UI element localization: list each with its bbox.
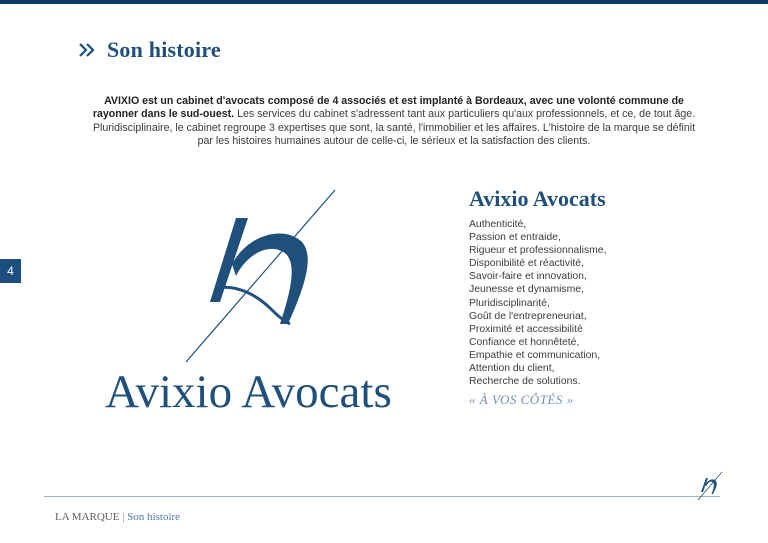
brand-column	[469, 186, 749, 408]
intro-paragraph	[90, 95, 698, 149]
footer-section: LA MARQUE	[55, 511, 120, 523]
value-item: Rigueur et professionnalisme,	[469, 245, 607, 257]
brand-tagline: « À VOS CÔTÉS »	[469, 392, 574, 408]
value-item: Disponibilité et réactivité,	[469, 258, 584, 270]
logo-wordmark: Avixio Avocats	[105, 366, 392, 418]
page-number: 4	[0, 259, 21, 283]
value-item: Goût de l'entrepreneuriat,	[469, 310, 587, 322]
logo-mark	[186, 190, 335, 362]
intro-bold-text: AVIXIO est un cabinet d'avocats composé de 4 associés et est implanté à Bordeaux, avec une volonté commune de rayonner dans le sud-ouest.	[92, 94, 684, 121]
brand-title: Avixio Avocats	[469, 186, 606, 211]
footer-separator: |	[119, 511, 128, 523]
footer-logo-mark	[690, 470, 724, 502]
section-heading	[77, 37, 221, 63]
page-title: Son histoire	[107, 37, 221, 62]
value-item: Pluridisciplinarité,	[469, 297, 550, 309]
value-item: Proximité et accessibilité	[469, 323, 583, 335]
intro-body-text: Les services du cabinet s'adressent tant aux particuliers qu'aux professionnels, et ce, de tout âge. Pluridisciplinaire, le cabinet regroupe 3 expertises que sont, la santé, l'immobilier et les affaires. L'histoire de la marque se définit par les histoires humaines autour de celle-ci, le sérieux et la satisfaction des clients.	[92, 108, 696, 148]
value-item: Attention du client,	[469, 363, 555, 375]
footer-subsection: Son histoire	[127, 511, 181, 523]
double-chevron-icon	[77, 39, 99, 61]
value-item: Confiance et honnêteté,	[469, 336, 580, 348]
value-item: Authenticité,	[469, 219, 527, 230]
value-item: Recherche de solutions.	[469, 376, 581, 388]
footer-divider	[44, 496, 720, 497]
avixio-logo	[100, 184, 430, 424]
value-item: Savoir-faire et innovation,	[469, 271, 587, 283]
value-item: Empathie et communication,	[469, 349, 601, 361]
brand-values-list	[469, 218, 749, 388]
value-item: Passion et entraide,	[469, 232, 561, 244]
value-item: Jeunesse et dynamisme,	[469, 284, 584, 296]
top-bar	[0, 0, 768, 4]
footer-breadcrumb	[55, 511, 180, 523]
